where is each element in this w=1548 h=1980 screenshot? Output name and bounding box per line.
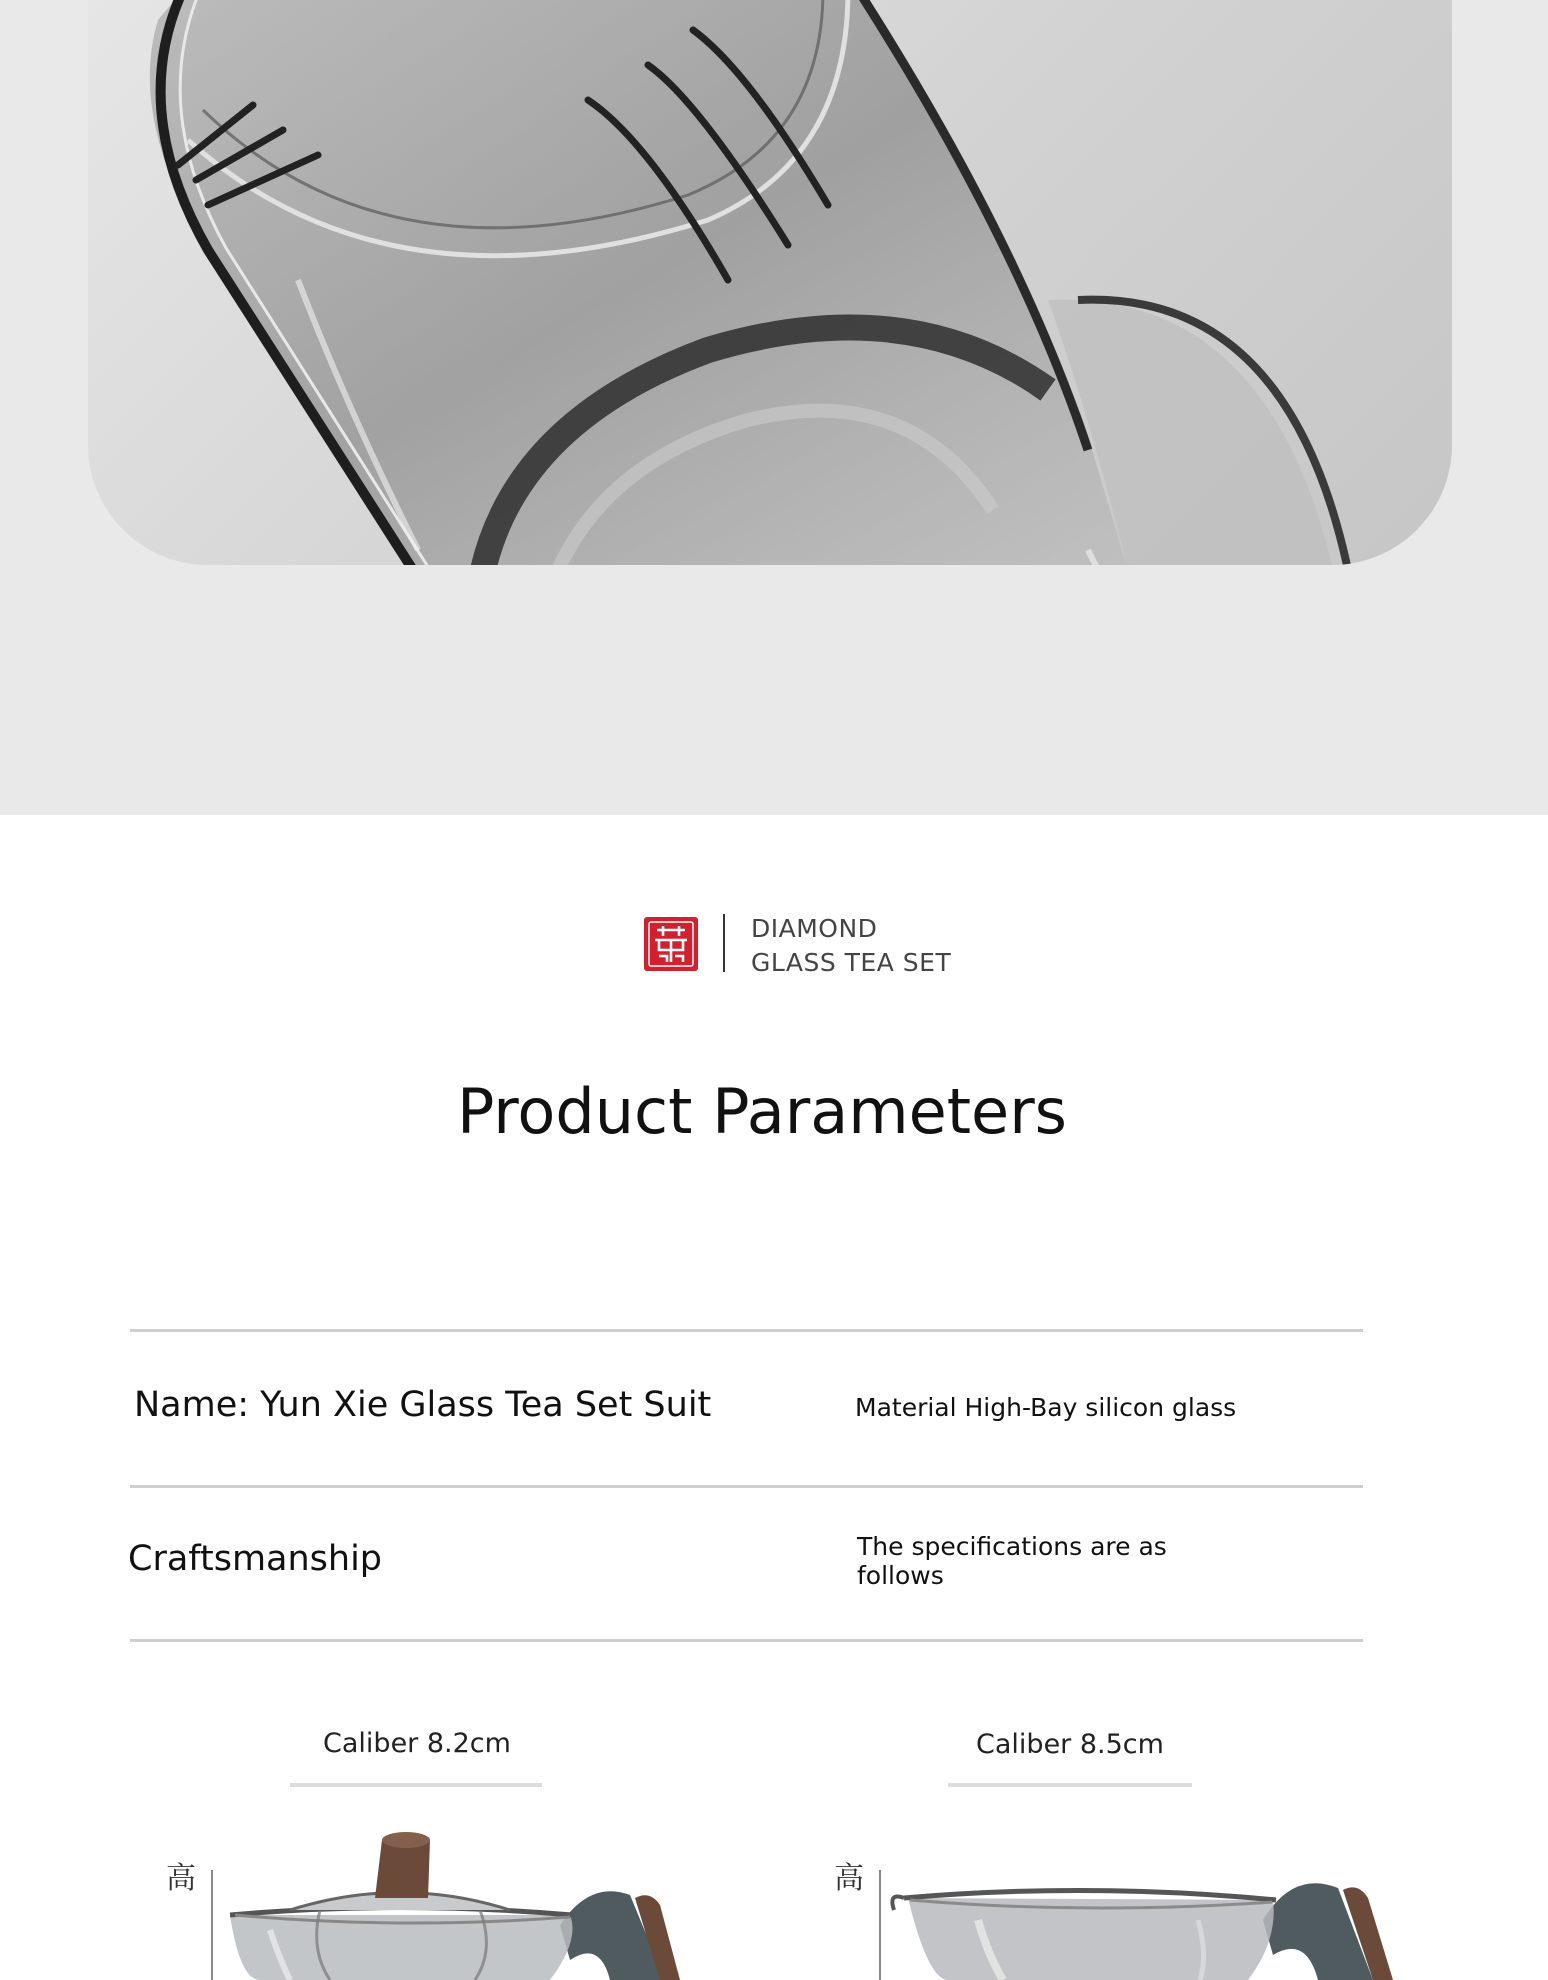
table-divider-top [130, 1329, 1363, 1332]
caliber-label-2: Caliber 8.5cm [976, 1729, 1164, 1760]
brand-divider [723, 914, 725, 972]
param-material: Material High-Bay silicon glass [855, 1393, 1237, 1422]
table-divider-middle [130, 1485, 1363, 1488]
hero-product-image [88, 0, 1452, 565]
section-title: Product Parameters [457, 1075, 1067, 1148]
product-image-2 [828, 1820, 1428, 1980]
teapot-illustration-1 [160, 1820, 720, 1980]
glass-pitcher-illustration [88, 0, 1452, 565]
product-image-1 [160, 1820, 720, 1980]
table-divider-bottom [130, 1639, 1363, 1642]
product-side-text-1: 高 [166, 1861, 196, 1896]
caliber-underline-2 [948, 1783, 1192, 1787]
product-side-text-2: 高 [834, 1861, 864, 1896]
param-specifications [857, 1532, 1167, 1590]
param-craftsmanship: Craftsmanship [128, 1539, 383, 1579]
param-specifications-line2: follows [857, 1561, 944, 1590]
brand-name-line2: GLASS TEA SET [751, 948, 952, 977]
seal-icon [643, 916, 699, 972]
hero-section [0, 0, 1548, 815]
caliber-label-1: Caliber 8.2cm [323, 1728, 511, 1759]
caliber-underline-1 [290, 1783, 542, 1787]
brand-name-line1: DIAMOND [751, 914, 878, 943]
param-name: Name: Yun Xie Glass Tea Set Suit [134, 1385, 712, 1425]
param-specifications-line1: The specifications are as [857, 1532, 1167, 1561]
pitcher-illustration-2 [828, 1820, 1428, 1980]
